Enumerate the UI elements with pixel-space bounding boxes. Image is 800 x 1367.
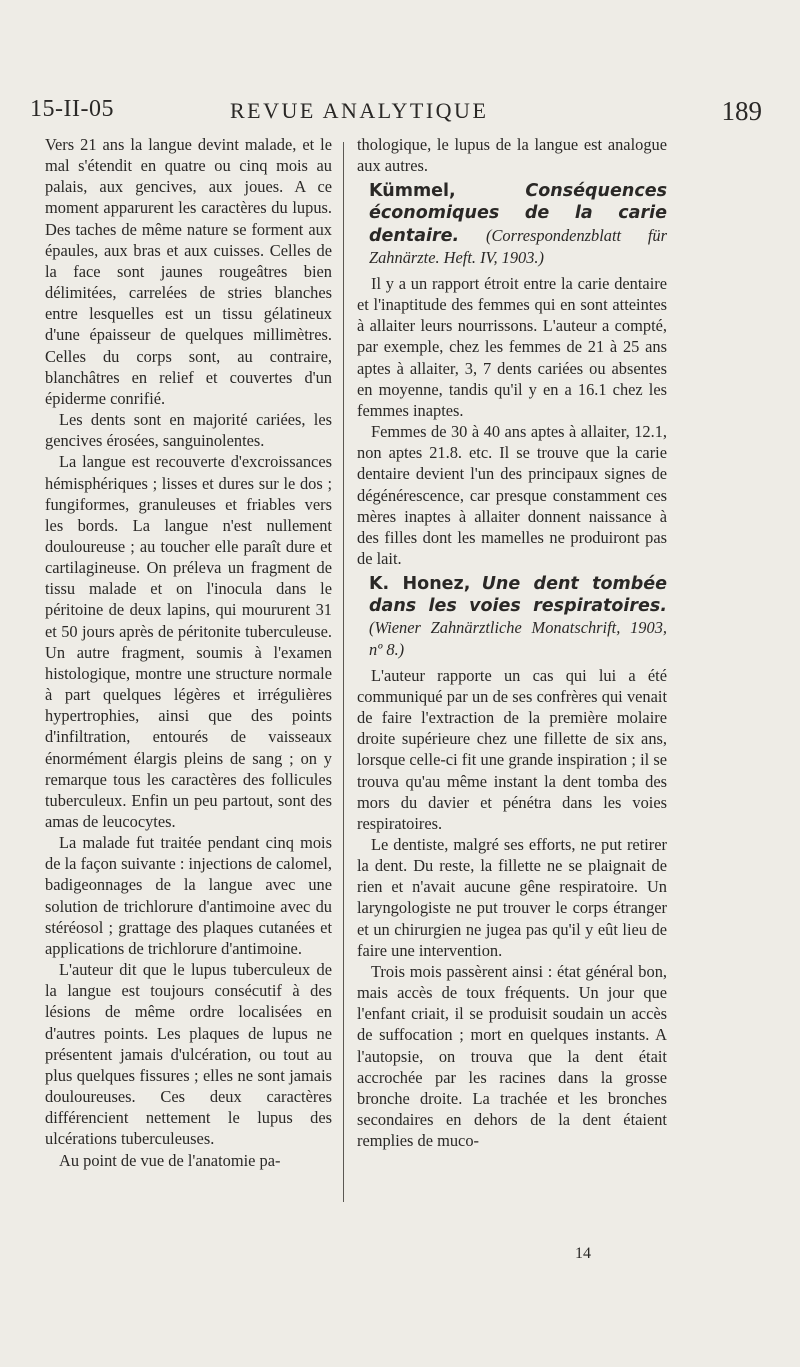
issue-date: 15-II-05 xyxy=(30,96,114,122)
paragraph: L'auteur dit que le lupus tuberculeux de la langue est toujours consécutif à des lésions de même ordre localisées en d'autres points. Les plaques de lupus ne présentent jamais d'ulcération, ou tout au plus quelques fissures ; elles ne sont jamais douloureuses. Ces deux caractères différencient nettement le lupus des ulcérations tuberculeuses. xyxy=(45,960,332,1149)
page-number: 189 xyxy=(721,96,762,126)
paragraph: La malade fut traitée pendant cinq mois de la façon suivante : injections de calomel, badigeonnages de la langue avec une solution de trichlorure d'antimoine avec du stéréosol ; grattage des plaques cutanées et applications de trichlorure d'antimoine. xyxy=(45,833,332,958)
right-column xyxy=(357,134,667,1151)
review-heading xyxy=(357,573,667,660)
review-source: (Correspondenzblatt für Zahnärzte. Heft. IV, 1903.) xyxy=(369,225,667,267)
review-kummel xyxy=(357,180,667,569)
review-title: Une dent tombée dans les voies respiratoires. xyxy=(369,574,667,617)
left-column xyxy=(45,134,332,1171)
signature-mark: 14 xyxy=(575,1245,591,1262)
review-honez xyxy=(357,573,667,1151)
review-source: (Wiener Zahnärztliche Monatschrift, 1903, nº 8.) xyxy=(369,618,667,659)
running-head xyxy=(30,96,770,126)
paragraph: Les dents sont en majorité cariées, les gencives érosées, sanguinolentes. xyxy=(45,410,332,451)
review-author: Kümmel, xyxy=(369,181,456,202)
paragraph: Au point de vue de l'anatomie pa- xyxy=(59,1150,281,1170)
paragraph: La langue est recouverte d'excroissances hémisphériques ; lisses et dures sur le dos ; fungiformes, granuleuses et friables vers les bords. La langue n'est nullement douloureuse ; au toucher elle paraît dure et cartilagineuse. On préleva un fragment de tissu malade et on l'inocula dans le péritoine de deux lapins, qui moururent 31 et 50 jours après de péritonite tuberculeuse. Un autre fragment, soumis à l'examen histologique, montre une structure normale à part quelques légères et irrégulières hypertrophies, ainsi que des points d'infiltration, entourés de vaisseaux énormément élargis pleins de sang ; on y remarque tous les caractères des follicules tuberculeux. Enfin un peu partout, sont des amas de leucocytes. xyxy=(45,452,332,831)
review-heading xyxy=(357,180,667,268)
paragraph-continuation: thologique, le lupus de la langue est analogue aux autres. xyxy=(357,135,667,176)
paragraph: Femmes de 30 à 40 ans aptes à allaiter, 12.1, non aptes 21.8. etc. Il se trouve que la carie dentaire devient l'un des principaux signes de dégénérescence, car presque constamment ces mères inaptes à allaiter donnent naissance à des filles dont les mamelles ne produiront pas de lait. xyxy=(357,422,667,568)
review-title: Conséquences économiques de la carie dentaire. xyxy=(369,181,667,246)
paragraph: Trois mois passèrent ainsi : état général bon, mais accès de toux fréquents. Un jour que l'enfant criait, il se produisit soudain un accès de suffocation ; mort en quelques instants. A l'autopsie, on trouva que la dent était accrochée par les racines dans la grosse bronche droite. La trachée et les bronches secondaires en dehors de la dent étaient remplies de muco- xyxy=(357,961,667,1151)
journal-title: REVUE ANALYTIQUE xyxy=(230,98,489,123)
paragraph: Vers 21 ans la langue devint malade, et le mal s'étendit en quatre ou cinq mois au palais, aux gencives, aux joues. A ce moment apparurent les caractères du lupus. Des taches de même nature se forment aux épaules, aux bras et aux cuisses. Celles de la face sont jaunes rougeâtres bien délimitées, carrelées de stries blanches entre lesquelles est un tissu gélatineux d'une épaisseur de quelques millimètres. Celles du corps sont, au contraire, blanchâtres en relief et couvertes d'un épiderme conrifié. xyxy=(45,135,332,408)
paragraph: Il y a un rapport étroit entre la carie dentaire et l'inaptitude des femmes qui en sont atteintes à allaiter leurs nourrissons. L'auteur a compté, par exemple, chez les femmes de 21 à 25 ans aptes à allaiter, 3, 7 dents cariées ou absentes en moyenne, tandis qu'il y en a 16.1 chez les femmes inaptes. xyxy=(357,273,667,420)
column-divider xyxy=(343,142,344,1202)
paragraph: Le dentiste, malgré ses efforts, ne put retirer la dent. Du reste, la fillette ne se plaignait de rien et n'avait aucune gêne respiratoire. Un laryngologiste ne put trouver le corps étranger et un chirurgien ne jugea pas qu'il y eût lieu de faire une intervention. xyxy=(357,835,667,960)
review-author: K. Honez, xyxy=(369,574,471,595)
paragraph: L'auteur rapporte un cas qui lui a été communiqué par un de ses confrères qui venait de faire l'extraction de la première molaire droite supérieure chez une fillette de six ans, lorsque celle-ci fit une grande inspiration ; il se trouva qu'au même instant la dent tomba des mors du davier et pénétra dans les voies respiratoires. xyxy=(357,665,667,833)
